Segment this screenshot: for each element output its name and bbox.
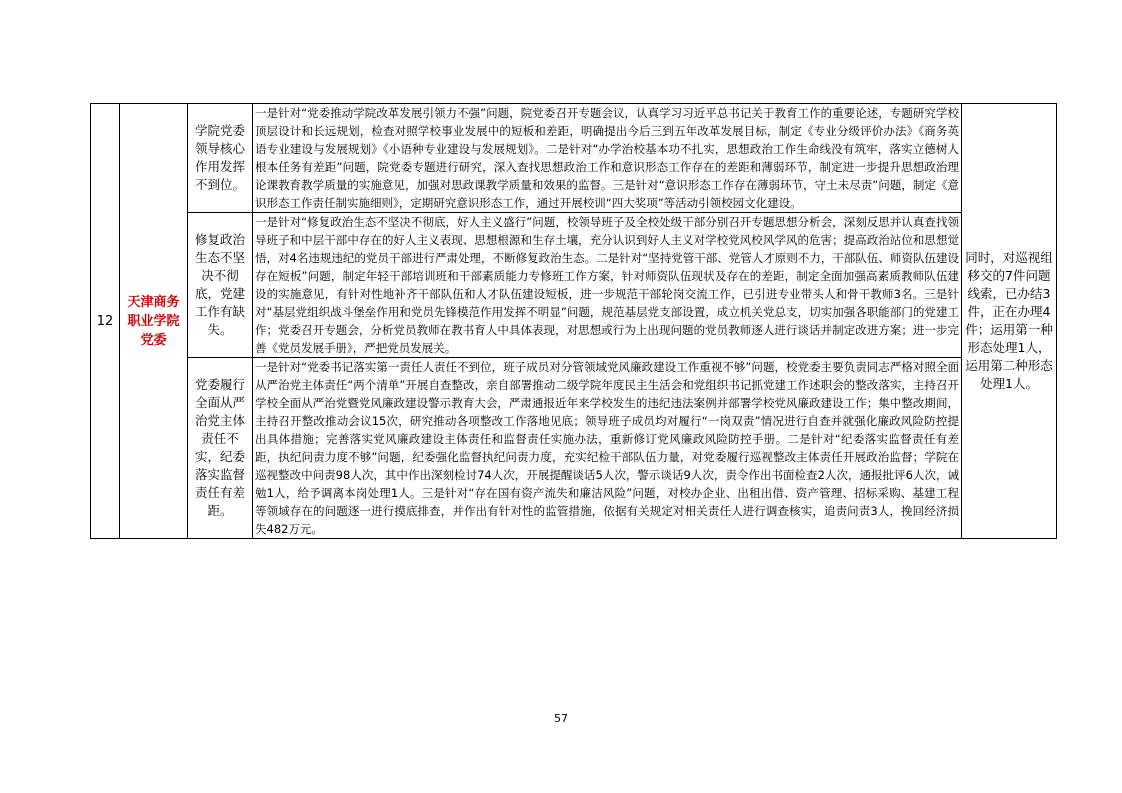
- unit-name: 天津商务职业学院党委: [120, 104, 188, 539]
- rectification-measures: 一是针对“修复政治生态不坚决不彻底，好人主义盛行”问题，校领导班子及全校处级干部分别召开专题思想分析会，深刻反思并认真查找领导班子和中层干部中存在的好人主义表现、思想根源和生存土壤，充分认识到好人主义对学校党风校风学风的危害；提高政治站位和思想觉悟，对4名违规违纪的党员干部进行严肃处理，不断修复政治生态。二是针对“坚持党管干部、党管人才原则不力，干部队伍、师资队伍建设存在短板”问题，制定年轻干部培训班和干部素质能力专修班工作方案，针对师资队伍现状及存在的差距，制定全面加强高素质教师队伍建设的实施意见，有针对性地补齐干部队伍和人才队伍建设短板，进一步规范干部轮岗交流工作，已引进专业带头人和骨干教师3名。三是针对“基层党组织战斗堡垒作用和党员先锋模范作用发挥不明显”问题，规范基层党支部设置，成立机关党总支，切实加强各职能部门的党建工作；党委召开专题会，分析党员教师在教书育人中具体表现，对思想或行为上出现问题的党员教师逐人进行谈话并制定改进方案；进一步完善《党员发展手册》，严把党员发展关。: [253, 213, 962, 358]
- rectification-measures: 一是针对“党委书记落实第一责任人责任不到位，班子成员对分管领域党风廉政建设工作重视不够”问题，校党委主要负责同志严格对照全面从严治党主体责任“两个清单”开展自查整改，亲自部署推动二级学院年度民主生活会和党组织书记抓党建工作述职会的整改落实，主持召开学校全面从严治党暨党风廉政建设警示教育大会，严肃通报近年来学校发生的违纪违法案例并部署学校党风廉政建设工作；集中整改期间，主持召开整改推动会议15次，研究推动各项整改工作落地见底；领导班子成员均对履行“一岗双责”情况进行自查并就强化廉政风险防控提出具体措施；完善落实党风廉政建设主体责任和监督责任实施办法，重新修订党风廉政风险防控手册。二是针对“纪委落实监督责任有差距，执纪问责力度不够”问题，纪委强化监督执纪问责力度，充实纪检干部队伍力量，对党委履行巡视整改主体责任开展政治监督；学院在巡视整改中问责98人次，其中作出深刻检讨74人次，开展提醒谈话5人次，警示谈话9人次，责令作出书面检查2人次，通报批评6人次，诫勉1人，给予调离本岗处理1人。三是针对“存在国有资产流失和廉洁风险”问题，对校办企业、出租出借、资产管理、招标采购、基建工程等领域存在的问题逐一进行摸底排查，并作出有针对性的监管措施，依据有关规定对相关责任人进行调查核实，追责问责3人，挽回经济损失482万元。: [253, 358, 962, 539]
- table-row: [91, 213, 1057, 358]
- progress-note: 同时，对巡视组移交的7件问题线索，已办结3件，正在办理4件；运用第一种形态处理1人，运用第二种形态处理1人。: [962, 104, 1057, 539]
- rectification-table: [90, 103, 1057, 539]
- rectification-measures: 一是针对“党委推动学院改革发展引领力不强”问题，院党委召开专题会议，认真学习习近平总书记关于教育工作的重要论述，专题研究学校顶层设计和长远规划，检查对照学校事业发展中的短板和差距，明确提出今后三到五年改革发展目标，制定《专业分级评价办法》《商务英语专业建设与发展规划》《小语种专业建设与发展规划》。二是针对“办学治校基本功不扎实，思想政治工作生命线没有筑牢，落实立德树人根本任务有差距”问题，院党委专题进行研究，深入查找思想政治工作和意识形态工作存在的差距和薄弱环节，制定进一步提升思想政治理论课教育教学质量的实施意见，加强对思政课教学质量和效果的监督。三是针对“意识形态工作存在薄弱环节，守土未尽责”问题，制定《意识形态工作责任制实施细则》，定期研究意识形态工作，通过开展校训“四大奖项”等活动引领校园文化建设。: [253, 104, 962, 213]
- row-number: 12: [91, 104, 120, 539]
- issue-title: 修复政治生态不坚决不彻底，党建工作有缺失。: [188, 213, 253, 358]
- table-row: [91, 104, 1057, 213]
- page-number: 57: [554, 712, 568, 725]
- table-row: [91, 358, 1057, 539]
- issue-title: 党委履行全面从严治党主体责任不实，纪委落实监督责任有差距。: [188, 358, 253, 539]
- issue-title: 学院党委领导核心作用发挥不到位。: [188, 104, 253, 213]
